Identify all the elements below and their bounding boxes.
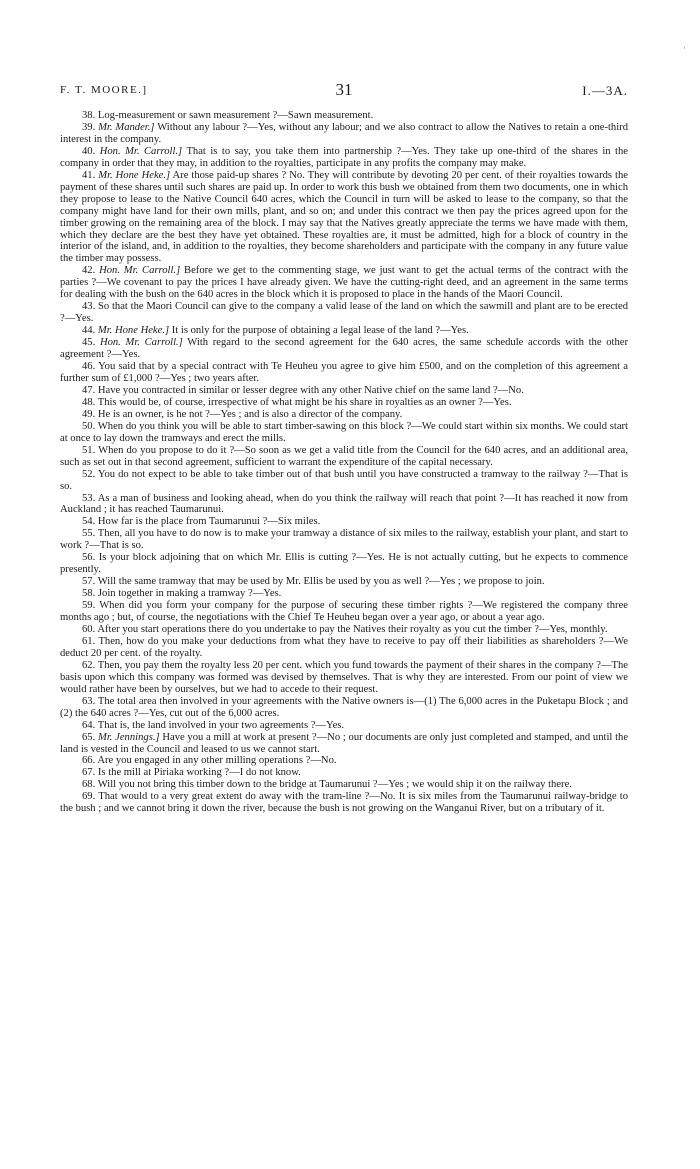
question-answer-text: Then, you pay them the royalty less 20 per cent. which you fund towards the payment of their shares in the company ?—The basis upon which this company was formed was devised by themselves. That is why they are interested. From our point of view we would rather have been by ourselves, but we had to accede to their request. bbox=[60, 659, 628, 695]
question-number: 44. bbox=[82, 325, 96, 337]
page-edge-mark: · bbox=[683, 43, 686, 53]
speaker-name: Hon. Mr. Carroll.] bbox=[99, 337, 183, 349]
question-paragraph bbox=[60, 397, 628, 409]
speaker-name: Hon. Mr. Carroll.] bbox=[99, 145, 183, 157]
question-number: 48. bbox=[82, 396, 96, 408]
question-answer-text: When do you propose to do it ?—So soon as we get a valid title from the Council for the 640 acres, and an additional area, such as set out in that second agreement, sufficient to warrant the expenditure of the capital necessary. bbox=[60, 444, 628, 468]
speaker-name: Mr. Mander.] bbox=[98, 121, 155, 133]
question-answer-text: Join together in making a tramway ?—Yes. bbox=[97, 588, 282, 600]
question-paragraph bbox=[60, 791, 628, 815]
speaker-name: Mr. Hone Heke.] bbox=[97, 325, 170, 337]
page-number: 31 bbox=[335, 80, 353, 99]
question-paragraph bbox=[60, 301, 628, 325]
question-paragraph bbox=[60, 325, 628, 337]
question-answer-text: After you start operations there do you undertake to pay the Natives their royalty as you cut the timber ?—Yes, monthly. bbox=[97, 623, 608, 635]
question-paragraph bbox=[60, 600, 628, 624]
question-paragraph bbox=[60, 779, 628, 791]
question-number: 64. bbox=[82, 719, 96, 731]
question-paragraph bbox=[60, 170, 628, 266]
question-paragraph bbox=[60, 696, 628, 720]
question-paragraph bbox=[60, 528, 628, 552]
question-answer-text: That is, the land involved in your two agreements ?—Yes. bbox=[97, 719, 345, 731]
question-number: 59. bbox=[82, 600, 96, 612]
question-number: 60. bbox=[82, 623, 96, 635]
question-paragraph bbox=[60, 409, 628, 421]
question-number: 63. bbox=[82, 695, 96, 707]
question-paragraph bbox=[60, 624, 628, 636]
question-answer-text: When did you form your company for the purpose of securing these timber rights ?—We registered the company three months ago ; but, of course, the negotiations with the Chief Te Heuheu began over a year ago, or about a year ago. bbox=[60, 600, 628, 624]
question-answer-text: You said that by a special contract with Te Heuheu you agree to give him £500, and on the completion of this agreement a further sum of £1,000 ?—Yes ; two years after. bbox=[60, 361, 628, 384]
question-paragraph bbox=[60, 516, 628, 528]
speaker-name: Mr. Jennings.] bbox=[98, 731, 160, 743]
question-paragraph bbox=[60, 660, 628, 696]
question-number: 65. bbox=[82, 731, 96, 743]
question-number: 42. bbox=[82, 265, 96, 277]
question-answer-text: Are you engaged in any other milling operations ?—No. bbox=[97, 755, 337, 767]
question-answer-text: Is your block adjoining that on which Mr. Ellis is cutting ?—Yes. He is not actually cutting, but he expects to commence presently. bbox=[60, 552, 628, 576]
question-paragraph bbox=[60, 265, 628, 301]
question-paragraph bbox=[60, 146, 628, 170]
question-paragraph bbox=[60, 493, 628, 517]
document-reference: I.—3A. bbox=[582, 83, 628, 98]
question-answer-text: So that the Maori Council can give to the company a valid lease of the land on which the sawmill and plant are to be erected ?—Yes. bbox=[60, 301, 628, 325]
question-answer-text: That is to say, you take them into partnership ?—Yes. They take up one-third of the shares in the company in order that they may, in addition to the royalties, participate in any profits the company may make. bbox=[60, 145, 628, 169]
question-number: 49. bbox=[82, 408, 96, 420]
question-number: 52. bbox=[82, 468, 96, 480]
question-paragraph bbox=[60, 552, 628, 576]
question-number: 66. bbox=[82, 755, 96, 767]
question-answer-text: Before we get to the commenting stage, we just want to get the actual terms of the contract with the parties ?—We covenant to pay the prices I have already given. We have the cutting-right deed, and an agreement in the same terms for dealing with the bush on the 640 acres in the block which it is proposed to place in the hands of the Maori Council. bbox=[60, 265, 629, 301]
question-number: 38. bbox=[82, 110, 96, 121]
question-number: 47. bbox=[82, 384, 96, 396]
question-number: 58. bbox=[82, 588, 96, 600]
speaker-name: Mr. Hone Heke.] bbox=[98, 169, 171, 181]
question-number: 45. bbox=[82, 337, 96, 349]
question-number: 39. bbox=[82, 121, 96, 133]
question-number: 56. bbox=[82, 552, 96, 564]
page-header bbox=[60, 80, 628, 102]
question-answer-text: He is an owner, is he not ?—Yes ; and is also a director of the company. bbox=[97, 408, 403, 420]
question-answer-text: Have you a mill at work at present ?—No ; our documents are only just completed and stamped, and until the land is vested in the Council and leased to us we cannot start. bbox=[60, 731, 629, 755]
question-answer-text: It is only for the purpose of obtaining a legal lease of the land ?—Yes. bbox=[171, 325, 469, 337]
question-paragraph bbox=[60, 755, 628, 767]
question-answer-text: With regard to the second agreement for the 640 acres, the same schedule accords with the other agreement ?—Yes. bbox=[60, 337, 629, 361]
question-paragraph bbox=[60, 469, 628, 493]
question-paragraph bbox=[60, 361, 628, 385]
question-paragraph bbox=[60, 421, 628, 445]
question-answer-text: Without any labour ?—Yes, without any labour; and we also contract to allow the Natives to retain a one-third interest in the company. bbox=[60, 121, 628, 145]
question-paragraph bbox=[60, 385, 628, 397]
question-answer-text: Then, all you have to do now is to make your tramway a distance of six miles to the railway, establish your plant, and start to work ?—That is so. bbox=[60, 528, 628, 552]
question-paragraph bbox=[60, 122, 628, 146]
question-paragraph bbox=[60, 588, 628, 600]
question-paragraph bbox=[60, 720, 628, 732]
question-paragraph bbox=[60, 337, 628, 361]
question-answer-text: Are those paid-up shares ? No. They will contribute by devoting 20 per cent. of their royalties towards the payment of these shares until such shares are paid up. In order to work this bush we obtained from them two documents, one in which they propose to lease to the Native Council 640 acres, which the Council in turn will be asked to lease to the company, so that the company might have land for their own mills, plant, and so on; and under this contract we then pay the prices agreed upon for the timber growing on the remaining area of the block. I may say that the Natives greatly appreciate the terms we have made with them, which they declare are the best they have yet obtained. These royalties are, it must be admitted, high for a block of country in the interior of the island, and, in addition to the royalties, they become shareholders and participate with the company in any future value the timber may possess. bbox=[60, 169, 628, 265]
question-paragraph bbox=[60, 767, 628, 779]
question-number: 41. bbox=[82, 169, 96, 181]
question-number: 53. bbox=[82, 492, 96, 504]
question-answer-text: The total area then involved in your agreements with the Native owners is—(1) The 6,000 acres in the Puketapu Block ; and (2) the 640 acres ?—Yes, cut out of the 6,000 acres. bbox=[60, 695, 628, 719]
minutes-body bbox=[60, 110, 628, 815]
question-answer-text: When do you think you will be able to start timber-sawing on this block ?—We could start within six months. We could start at once to lay down the tramways and erect the mills. bbox=[60, 420, 628, 444]
question-answer-text: Is the mill at Piriaka working ?—I do not know. bbox=[97, 767, 301, 779]
question-answer-text: As a man of business and looking ahead, when do you think the railway will reach that point ?—It has reached it now from Auckland ; it has reached Taumarunui. bbox=[60, 492, 628, 516]
question-number: 67. bbox=[82, 767, 96, 779]
speaker-name: Hon. Mr. Carroll.] bbox=[99, 265, 181, 277]
header-witness-name: F. T. MOORE.] bbox=[60, 84, 148, 96]
question-answer-text: This would be, of course, irrespective of what might be his share in royalties as an owner ?—Yes. bbox=[97, 396, 512, 408]
question-number: 55. bbox=[82, 528, 96, 540]
question-number: 43. bbox=[82, 301, 96, 313]
question-number: 69. bbox=[82, 791, 96, 803]
question-number: 61. bbox=[82, 635, 96, 647]
question-paragraph bbox=[60, 445, 628, 469]
question-number: 68. bbox=[82, 779, 96, 791]
question-number: 62. bbox=[82, 659, 96, 671]
question-answer-text: Have you contracted in similar or lesser degree with any other Native chief on the same land ?—No. bbox=[97, 384, 524, 396]
question-answer-text: Will the same tramway that may be used by Mr. Ellis be used by you as well ?—Yes ; we propose to join. bbox=[97, 576, 545, 588]
question-number: 57. bbox=[82, 576, 96, 588]
question-paragraph bbox=[60, 636, 628, 660]
question-answer-text: Log-measurement or sawn measurement ?—Sawn measurement. bbox=[97, 110, 374, 121]
question-number: 54. bbox=[82, 516, 96, 528]
question-number: 40. bbox=[82, 145, 96, 157]
question-answer-text: How far is the place from Taumarunui ?—Six miles. bbox=[97, 516, 321, 528]
question-number: 46. bbox=[82, 361, 96, 373]
question-answer-text: You do not expect to be able to take timber out of that bush until you have constructed a tramway to the railway ?—That is so. bbox=[60, 468, 628, 492]
question-paragraph bbox=[60, 110, 628, 122]
question-number: 50. bbox=[82, 420, 96, 432]
question-number: 51. bbox=[82, 444, 96, 456]
question-answer-text: Will you not bring this timber down to the bridge at Taumarunui ?—Yes ; we would ship it on the railway there. bbox=[97, 779, 572, 791]
question-answer-text: That would to a very great extent do away with the tram-line ?—No. It is six miles from the Taumarunui railway-bridge to the bush ; and we cannot bring it down the river, because the bush is not growing on the Wanganui River, but on a tributary of it. bbox=[60, 791, 628, 815]
question-paragraph bbox=[60, 732, 628, 756]
question-answer-text: Then, how do you make your deductions from what they have to receive to pay off their liabilities as shareholders ?—We deduct 20 per cent. of the royalty. bbox=[60, 635, 628, 659]
question-paragraph bbox=[60, 576, 628, 588]
